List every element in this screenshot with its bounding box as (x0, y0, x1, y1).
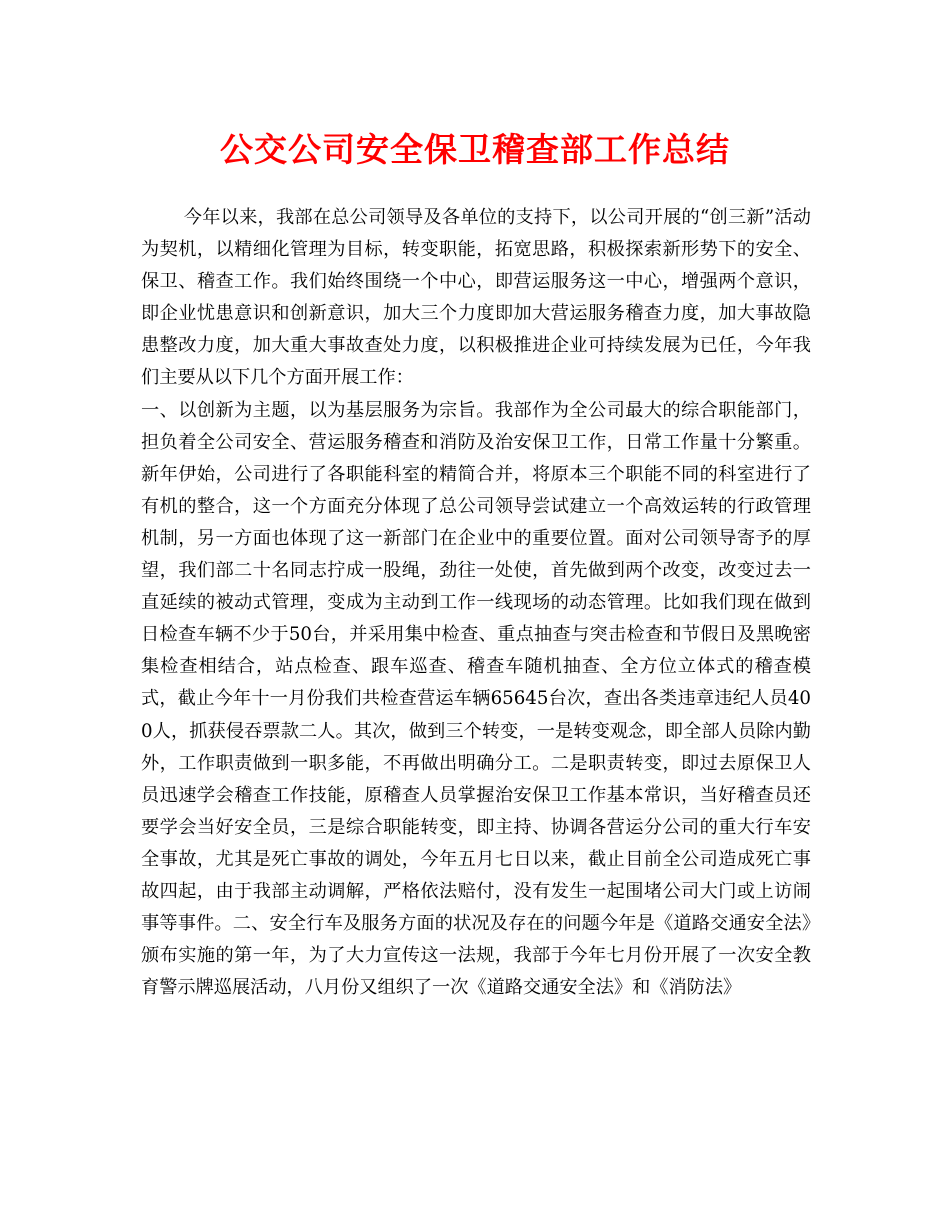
paragraph-section-one: 一、以创新为主题，以为基层服务为宗旨。我部作为全公司最大的综合职能部门，担负着全公司安全、营运服务稽查和消防及治安保卫工作，日常工作量十分繁重。新年伊始，公司进行了各职能科室的精简合并，将原本三个职能不同的科室进行了有机的整合，这一个方面充分体现了总公司领导尝试建立一个高效运转的行政管理机制，另一方面也体现了这一新部门在企业中的重要位置。面对公司领导寄予的厚望，我们部二十名同志拧成一股绳，劲往一处使，首先做到两个改变，改变过去一直延续的被动式管理，变成为主动到工作一线现场的动态管理。比如我们现在做到日检查车辆不少于50台，并采用集中检查、重点抽查与突击检查和节假日及黑晚密集检查相结合，站点检查、跟车巡查、稽查车随机抽查、全方位立体式的稽查模式，截止今年十一月份我们共检查营运车辆65645台次，查出各类违章违纪人员400人，抓获侵吞票款二人。其次，做到三个转变，一是转变观念，即全部人员除内勤外，工作职责做到一职多能，不再做出明确分工。二是职责转变，即过去原保卫人员迅速学会稽查工作技能，原稽查人员掌握治安保卫工作基本常识，当好稽查员还要学会当好安全员，三是综合职能转变，即主持、协调各营运分公司的重大行车安全事故，尤其是死亡事故的调处，今年五月七日以来，截止目前全公司造成死亡事故四起，由于我部主动调解，严格依法赔付，没有发生一起围堵公司大门或上访闹事等事件。二、安全行车及服务方面的状况及存在的问题今年是《道路交通安全法》颁布实施的第一年，为了大力宣传这一法规，我部于今年七月份开展了一次安全教育警示牌巡展活动，八月份又组织了一次《道路交通安全法》和《消防法》 (141, 399, 811, 999)
document-title: 公交公司安全保卫稽查部工作总结 (220, 130, 730, 169)
document-body (141, 202, 811, 1004)
paragraph-intro: 今年以来，我部在总公司领导及各单位的支持下，以公司开展的“创三新”活动为契机，以精细化管理为目标，转变职能，拓宽思路，积极探索新形势下的安全、保卫、稽查工作。我们始终围绕一个中心，即营运服务这一中心，增强两个意识，即企业忧患意识和创新意识，加大三个力度即加大营运服务稽查力度，加大事故隐患整改力度，加大重大事故查处力度，以积极推进企业可持续发展为已任，今年我们主要从以下几个方面开展工作： (141, 207, 811, 389)
